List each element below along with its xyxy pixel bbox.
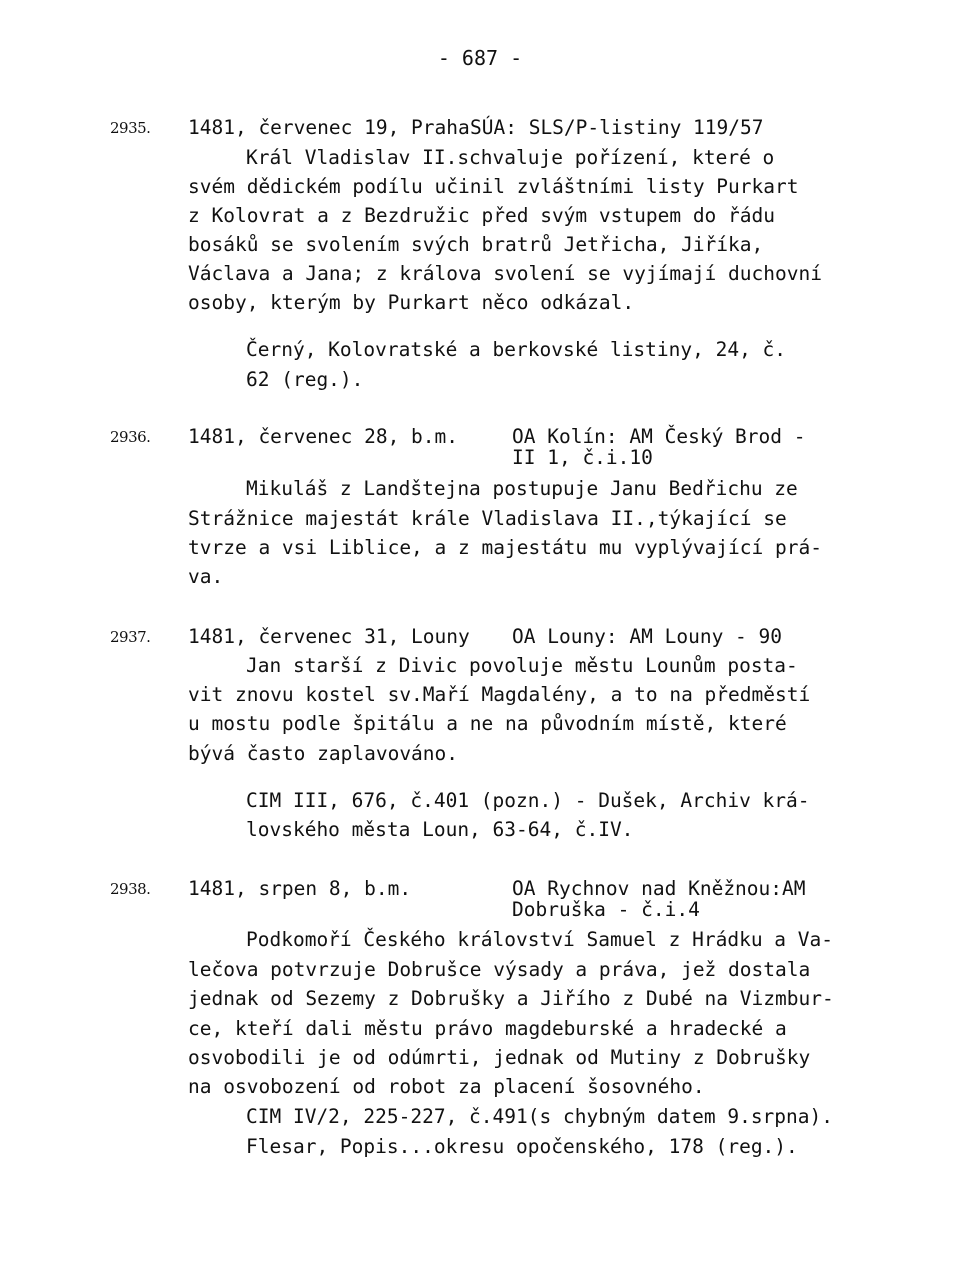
entry-source: Dobruška - č.i.4 <box>512 898 700 921</box>
reference-line: lovského města Loun, 63-64, č.IV. <box>246 818 634 841</box>
text-line: u mostu podle špitálu a ne na původním místě, které <box>188 712 787 735</box>
text-line: osvobodili je od odúmrti, jednak od Mutiny z Dobrušky <box>188 1046 811 1069</box>
text-line: tvrze a vsi Liblice, a z majestátu mu vyplývající prá- <box>188 536 822 559</box>
text-line: na osvobození od robot za placení šosovného. <box>188 1075 705 1098</box>
text-line: bývá často zaplavováno. <box>188 742 459 765</box>
text-line: Podkomoří Českého království Samuel z Hrádku a Va- <box>246 928 833 951</box>
reference-line: 62 (reg.). <box>246 368 364 391</box>
text-line: Jan starší z Divic povoluje městu Lounům posta- <box>246 654 798 677</box>
entry-header: 1481, červenec 19, Praha <box>188 116 470 139</box>
reference-line: CIM IV/2, 225-227, č.491(s chybným datem 9.srpna). <box>246 1105 833 1128</box>
text-line: Král Vladislav II.schvaluje pořízení, které o <box>246 146 775 169</box>
entry-header: 1481, červenec 28, b.m. <box>188 425 459 448</box>
text-line: osoby, kterým by Purkart něco odkázal. <box>188 291 635 314</box>
text-line: Strážnice majestát krále Vladislava II.,týkající se <box>188 507 787 530</box>
text-line: lečova potvrzuje Dobrušce výsady a práva, jež dostala <box>188 958 811 981</box>
reference-line: CIM III, 676, č.401 (pozn.) - Dušek, Archiv krá- <box>246 789 810 812</box>
entry-number: 2936. <box>110 428 151 446</box>
text-line: z Kolovrat a z Bezdružic před svým vstupem do řádu <box>188 204 775 227</box>
text-line: Václava a Jana; z králova svolení se vyjímají duchovní <box>188 262 822 285</box>
text-line: vit znovu kostel sv.Maří Magdalény, a to na předměstí <box>188 683 811 706</box>
entry-source: SÚA: SLS/P-listiny 119/57 <box>470 116 764 139</box>
text-line: svém dědickém podílu učinil zvláštními listy Purkart <box>188 175 799 198</box>
reference-line: Flesar, Popis...okresu opočenského, 178 (reg.). <box>246 1135 798 1158</box>
reference-line: Černý, Kolovratské a berkovské listiny, 24, č. <box>246 338 787 361</box>
entry-header: 1481, červenec 31, Louny <box>188 625 470 648</box>
text-line: jednak od Sezemy z Dobrušky a Jiřího z Dubé na Vizmbur- <box>188 987 834 1010</box>
text-line: Mikuláš z Landštejna postupuje Janu Bedřichu ze <box>246 477 798 500</box>
entry-number: 2935. <box>110 119 151 137</box>
text-line: va. <box>188 565 224 588</box>
entry-header: 1481, srpen 8, b.m. <box>188 877 412 900</box>
entry-source: II 1, č.i.10 <box>512 446 653 469</box>
text-line: ce, kteří dali městu právo magdeburské a hradecké a <box>188 1017 787 1040</box>
entry-number: 2938. <box>110 880 151 898</box>
text-line: bosáků se svolením svých bratrů Jetřicha, Jiříka, <box>188 233 764 256</box>
page-number: - 687 - <box>437 46 523 70</box>
entry-source: OA Kolín: AM Český Brod - <box>512 425 806 448</box>
entry-source: OA Rychnov nad Kněžnou:AM <box>512 877 806 900</box>
entry-source: OA Louny: AM Louny - 90 <box>512 625 783 648</box>
entry-number: 2937. <box>110 628 151 646</box>
